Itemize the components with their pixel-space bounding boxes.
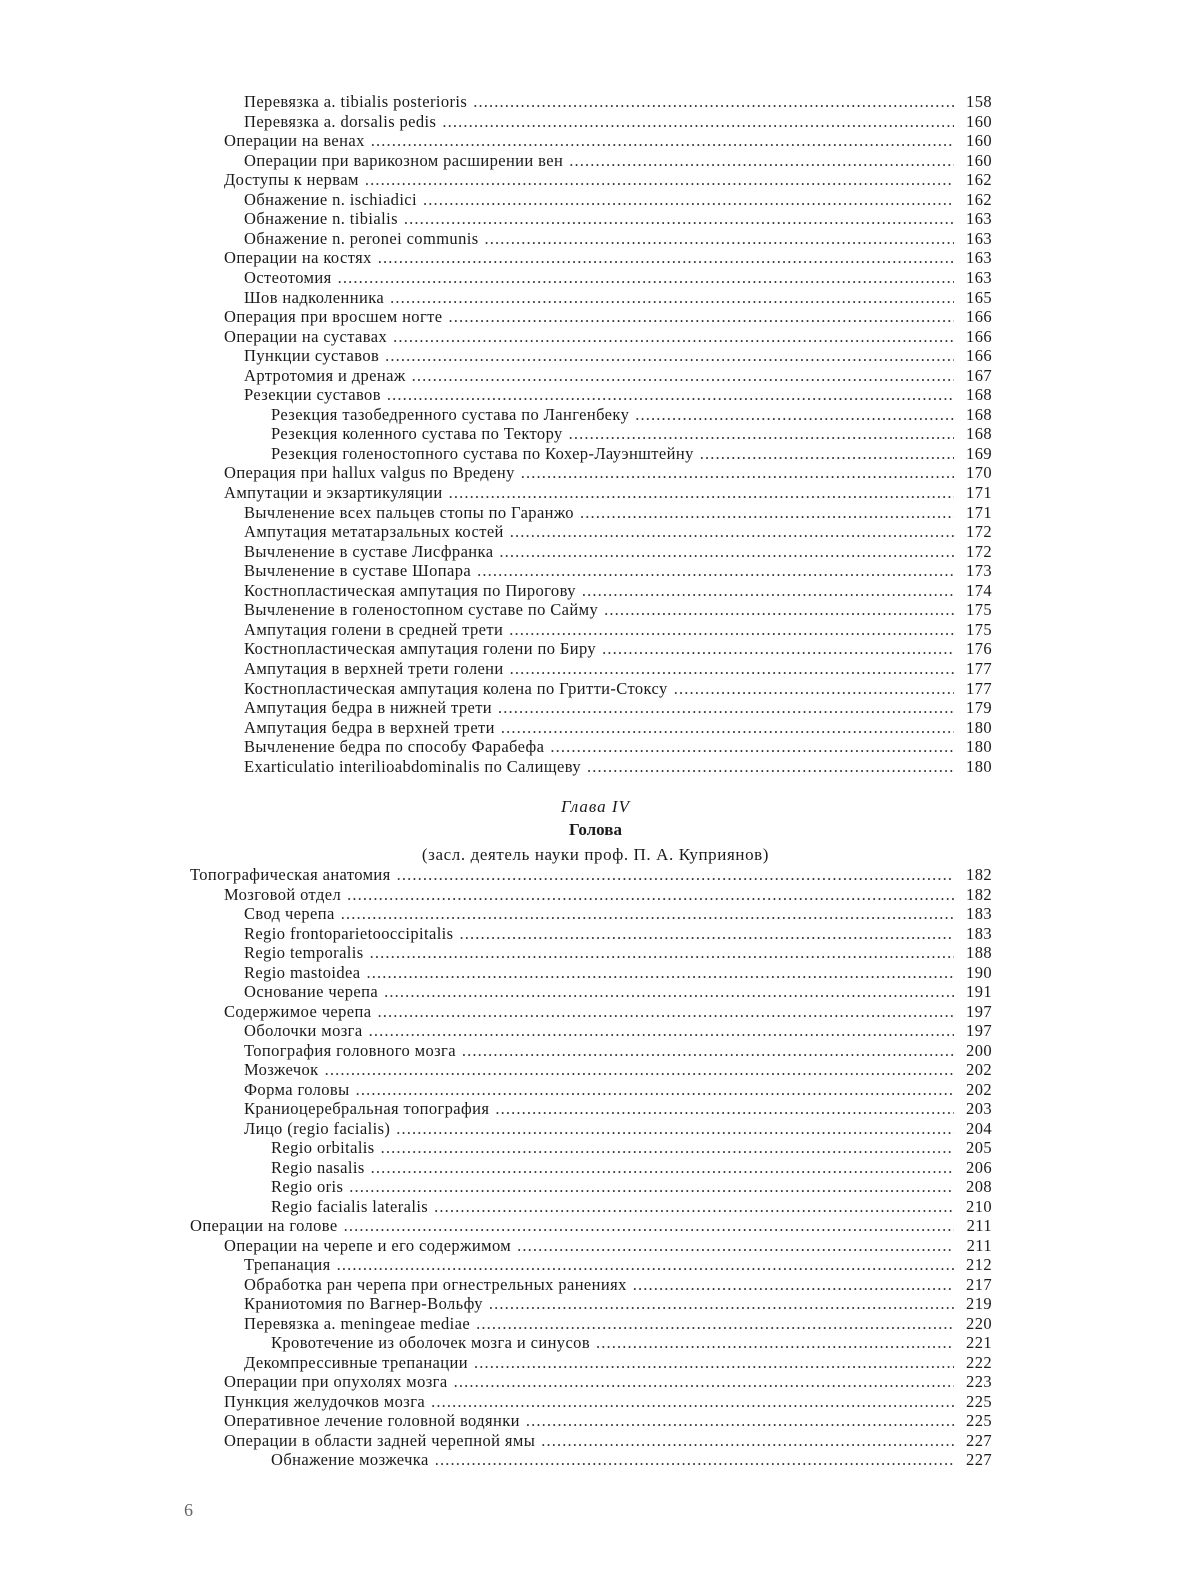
toc-entry	[244, 366, 992, 386]
toc-leader-dots	[510, 659, 954, 679]
toc-entry	[244, 561, 992, 581]
toc-leader-dots	[569, 151, 954, 171]
toc-entry	[244, 268, 992, 288]
toc-leader-dots	[337, 1255, 954, 1275]
toc-entry	[244, 503, 992, 523]
toc-entry-page: 163	[966, 209, 992, 229]
toc-entry	[224, 1372, 992, 1392]
toc-leader-dots	[596, 1333, 954, 1353]
toc-entry	[244, 522, 992, 542]
toc-entry-title: Regio frontoparietooccipitalis	[244, 923, 454, 943]
toc-leader-dots	[381, 1138, 954, 1158]
toc-entry	[244, 620, 992, 640]
toc-leader-dots	[517, 1236, 954, 1256]
toc-leader-dots	[385, 346, 954, 366]
toc-leader-dots	[510, 522, 954, 542]
toc-entry-page: 212	[966, 1255, 992, 1274]
toc-entry-page: 175	[966, 619, 992, 639]
toc-entry-title: Артротомия и дренаж	[244, 365, 406, 385]
toc-entry	[224, 1236, 992, 1256]
toc-entry-title: Краниоцеребральная топография	[244, 1099, 490, 1118]
toc-entry-page: 225	[966, 1411, 992, 1430]
toc-leader-dots	[509, 620, 954, 640]
toc-entry	[271, 1450, 992, 1470]
toc-entry	[244, 757, 992, 777]
toc-entry-title: Операции при опухолях мозга	[224, 1372, 448, 1391]
toc-entry	[271, 405, 992, 425]
toc-entry-page: 165	[966, 287, 992, 307]
toc-entry-title: Regio temporalis	[244, 943, 364, 962]
toc-leader-dots	[474, 1353, 954, 1373]
toc-entry-page: 206	[966, 1157, 992, 1177]
toc-entry	[244, 963, 992, 983]
toc-leader-dots	[396, 1119, 954, 1139]
toc-entry-title: Декомпрессивные трепанации	[244, 1352, 468, 1372]
toc-entry	[224, 307, 992, 327]
toc-entry	[244, 639, 992, 659]
toc-entry-page: 221	[966, 1333, 992, 1352]
toc-entry-title: Основание черепа	[244, 982, 379, 1001]
toc-entry-page: 177	[966, 678, 992, 698]
toc-entry	[244, 229, 992, 249]
toc-entry	[244, 1294, 992, 1314]
toc-entry-page: 180	[966, 717, 992, 737]
page-number: 6	[184, 1500, 193, 1520]
toc-entry-title: Regio orbitalis	[271, 1138, 375, 1157]
toc-entry-page: 160	[966, 111, 992, 131]
toc-entry-page: 179	[966, 698, 992, 718]
toc-leader-dots	[378, 248, 954, 268]
toc-leader-dots	[569, 424, 954, 444]
toc-entry	[244, 1021, 992, 1041]
toc-entry-title: Обнажение n. tibialis	[244, 209, 398, 229]
toc-entry	[244, 924, 992, 944]
toc-leader-dots	[390, 288, 954, 308]
toc-entry-title: Резекция тазобедренного сустава по Лангенбеку	[271, 404, 630, 424]
toc-entry-page: 160	[966, 150, 992, 170]
toc-entry-title: Форма головы	[244, 1079, 350, 1099]
toc-leader-dots	[377, 1002, 954, 1022]
toc-entry-title: Шов надколенника	[244, 287, 385, 307]
toc-leader-dots	[393, 327, 954, 347]
toc-entry	[244, 1255, 992, 1275]
toc-entry-page: 197	[966, 1021, 992, 1040]
toc-entry	[244, 288, 992, 308]
toc-leader-dots	[526, 1411, 954, 1431]
toc-entry-page: 202	[966, 1060, 992, 1079]
toc-leader-dots	[365, 170, 954, 190]
toc-entry	[224, 248, 992, 268]
toc-entry-page: 183	[966, 904, 992, 923]
toc-entry	[224, 463, 992, 483]
toc-entry-page: 173	[966, 561, 992, 581]
toc-entry-page: 197	[966, 1001, 992, 1021]
toc-entry-title: Операции на венах	[224, 131, 365, 151]
toc-entry	[244, 943, 992, 963]
toc-entry-title: Вычленение в суставе Лисфранка	[244, 541, 494, 561]
toc-entry	[224, 170, 992, 190]
toc-leader-dots	[442, 112, 954, 132]
toc-entry-title: Обнажение n. peronei communis	[244, 228, 479, 248]
toc-entry-page: 166	[966, 307, 992, 327]
toc-leader-dots	[448, 307, 954, 327]
toc-entry-page: 162	[966, 189, 992, 209]
toc-entry	[271, 1158, 992, 1178]
toc-entry	[244, 698, 992, 718]
toc-leader-dots	[371, 1158, 954, 1178]
toc-entry	[244, 209, 992, 229]
toc-entry-page: 167	[966, 365, 992, 385]
toc-leader-dots	[369, 1021, 954, 1041]
toc-entry	[224, 1411, 992, 1431]
toc-entry-title: Трепанация	[244, 1255, 331, 1274]
toc-entry-title: Ампутация бедра в верхней трети	[244, 717, 495, 737]
toc-entry-title: Кровотечение из оболочек мозга и синусов	[271, 1333, 591, 1352]
toc-entry	[244, 112, 992, 132]
toc-entry-title: Обнажение n. ischiadici	[244, 189, 418, 209]
toc-entry-page: 171	[966, 502, 992, 522]
toc-entry-page: 172	[966, 522, 992, 542]
toc-entry-title: Мозговой отдел	[224, 884, 342, 904]
toc-leader-dots	[495, 1099, 954, 1119]
toc-entry-title: Ампутация в верхней трети голени	[244, 658, 504, 678]
toc-entry-page: 202	[966, 1079, 992, 1099]
toc-leader-dots	[371, 131, 954, 151]
toc-entry	[244, 1314, 992, 1334]
toc-entry-page: 204	[966, 1118, 992, 1138]
toc-entry-title: Костнопластическая ампутация колена по Гритти-Стоксу	[244, 678, 668, 698]
toc-entry-page: 180	[966, 737, 992, 757]
toc-leader-dots	[397, 865, 954, 885]
toc-entry	[224, 1392, 992, 1412]
toc-entry-title: Regio facialis lateralis	[271, 1196, 429, 1216]
toc-leader-dots	[582, 581, 954, 601]
toc-leader-dots	[431, 1392, 954, 1412]
toc-entry-page: 227	[966, 1430, 992, 1450]
toc-entry	[190, 865, 992, 885]
toc-leader-dots	[459, 924, 954, 944]
toc-entry-title: Вычленение всех пальцев стопы по Гаранжо	[244, 502, 574, 522]
toc-entry	[244, 190, 992, 210]
toc-leader-dots	[325, 1060, 954, 1080]
toc-leader-dots	[344, 1216, 954, 1236]
toc-entry-title: Операции на черепе и его содержимом	[224, 1235, 512, 1255]
toc-entry-title: Содержимое черепа	[224, 1001, 372, 1021]
toc-entry-page: 182	[966, 865, 992, 884]
toc-entry-page: 188	[966, 943, 992, 962]
toc-entry	[244, 1119, 992, 1139]
toc-entry-title: Перевязка a. meningeae mediae	[244, 1313, 471, 1333]
toc-entry-title: Операции на суставах	[224, 326, 388, 346]
toc-leader-dots	[454, 1372, 954, 1392]
toc-entry-page: 168	[966, 424, 992, 444]
toc-leader-dots	[498, 698, 954, 718]
toc-leader-dots	[356, 1080, 954, 1100]
toc-entry-page: 166	[966, 346, 992, 366]
toc-leader-dots	[674, 679, 954, 699]
toc-leader-dots	[404, 209, 954, 229]
toc-entry-page: 211	[966, 1216, 992, 1235]
chapter-author: (засл. деятель науки проф. П. А. Куприянов)	[421, 845, 770, 864]
toc-entry	[244, 737, 992, 757]
toc-entry-page: 169	[966, 443, 992, 463]
toc-entry-title: Regio oris	[271, 1177, 344, 1196]
toc-entry-page: 166	[966, 326, 992, 346]
toc-entry-page: 223	[966, 1372, 992, 1391]
toc-entry	[244, 679, 992, 699]
toc-leader-dots	[587, 757, 954, 777]
toc-entry	[224, 483, 992, 503]
toc-leader-dots	[387, 385, 954, 405]
toc-entry-page: 217	[966, 1274, 992, 1294]
toc-entry	[244, 1060, 992, 1080]
toc-leader-dots	[370, 943, 954, 963]
toc-entry	[244, 600, 992, 620]
chapter-title: Голова	[569, 820, 622, 839]
toc-entry-title: Операции на голове	[190, 1216, 338, 1235]
toc-entry-page: 163	[966, 228, 992, 248]
toc-entry	[224, 327, 992, 347]
toc-entry-page: 183	[966, 923, 992, 943]
toc-leader-dots	[338, 268, 954, 288]
toc-entry-title: Ампутация голени в средней трети	[244, 619, 504, 639]
toc-entry-title: Операция при вросшем ногте	[224, 307, 443, 327]
toc-entry-page: 168	[966, 404, 992, 424]
toc-entry-title: Операция при hallux valgus по Вредену	[224, 463, 515, 483]
toc-entry	[244, 385, 992, 405]
toc-entry-page: 162	[966, 170, 992, 190]
toc-entry-title: Костнопластическая ампутация голени по Биру	[244, 639, 597, 659]
toc-entry-title: Regio nasalis	[271, 1157, 365, 1177]
toc-entry-page: 172	[966, 541, 992, 561]
toc-entry	[271, 1333, 992, 1353]
toc-entry-page: 171	[966, 483, 992, 502]
toc-entry	[244, 581, 992, 601]
toc-entry	[190, 1216, 992, 1236]
toc-entry-title: Резекции суставов	[244, 385, 381, 405]
toc-entry	[244, 1080, 992, 1100]
toc-entry	[244, 542, 992, 562]
toc-entry-page: 182	[966, 884, 992, 904]
toc-entry-title: Костнопластическая ампутация по Пирогову	[244, 580, 576, 600]
toc-leader-dots	[349, 1177, 954, 1197]
toc-entry-page: 210	[966, 1196, 992, 1216]
toc-entry	[244, 151, 992, 171]
toc-leader-dots	[435, 1450, 954, 1470]
toc-entry-title: Ампутация метатарзальных костей	[244, 522, 504, 542]
toc-entry-page: 168	[966, 385, 992, 405]
toc-entry-title: Пункция желудочков мозга	[224, 1391, 426, 1411]
toc-entry-page: 200	[966, 1040, 992, 1060]
toc-entry-title: Ампутация бедра в нижней трети	[244, 698, 493, 718]
toc-leader-dots	[423, 190, 954, 210]
toc-entry-title: Остеотомия	[244, 267, 332, 287]
toc-entry	[244, 982, 992, 1002]
toc-entry	[224, 885, 992, 905]
toc-leader-dots	[412, 366, 954, 386]
toc-leader-dots	[633, 1275, 954, 1295]
toc-entry	[244, 1353, 992, 1373]
toc-leader-dots	[434, 1197, 954, 1217]
toc-entry	[271, 1177, 992, 1197]
toc-entry-title: Топографическая анатомия	[190, 865, 391, 884]
toc-entry-title: Лицо (regio facialis)	[244, 1118, 391, 1138]
toc-entry-title: Оболочки мозга	[244, 1021, 363, 1040]
toc-leader-dots	[501, 718, 954, 738]
toc-leader-dots	[341, 904, 954, 924]
toc-entry-page: 175	[966, 600, 992, 620]
toc-entry-title: Операции при варикозном расширении вен	[244, 150, 564, 170]
toc-leader-dots	[521, 463, 954, 483]
toc-entry	[271, 1197, 992, 1217]
toc-entry-title: Вычленение в голеностопном суставе по Сайму	[244, 600, 599, 620]
toc-entry-page: 163	[966, 248, 992, 268]
toc-entry-page: 176	[966, 639, 992, 659]
toc-entry-page: 158	[966, 92, 992, 111]
toc-leader-dots	[384, 982, 954, 1002]
toc-entry-title: Оперативное лечение головной водянки	[224, 1411, 520, 1430]
toc-entry-page: 203	[966, 1099, 992, 1118]
toc-leader-dots	[449, 483, 954, 503]
toc-entry	[244, 904, 992, 924]
toc-entry-title: Ампутации и экзартикуляции	[224, 483, 443, 502]
toc-entry	[244, 718, 992, 738]
toc-entry	[271, 1138, 992, 1158]
toc-entry-title: Regio mastoidea	[244, 962, 361, 982]
toc-entry-title: Перевязка a. dorsalis pedis	[244, 111, 437, 131]
toc-entry-title: Пункции суставов	[244, 346, 380, 366]
toc-leader-dots	[602, 639, 954, 659]
toc-entry	[244, 1099, 992, 1119]
toc-entry-title: Топография головного мозга	[244, 1040, 456, 1060]
toc-leader-dots	[366, 963, 954, 983]
toc-entry	[244, 92, 992, 112]
toc-leader-dots	[499, 542, 954, 562]
toc-entry-title: Перевязка a. tibialis posterioris	[244, 92, 468, 111]
toc-entry-title: Обработка ран черепа при огнестрельных ранениях	[244, 1274, 627, 1294]
toc-entry-page: 160	[966, 131, 992, 151]
toc-entry-page: 170	[966, 463, 992, 483]
toc-leader-dots	[700, 444, 954, 464]
toc-entry-title: Операции на костях	[224, 248, 372, 268]
toc-entry	[224, 131, 992, 151]
toc-entry-page: 177	[966, 658, 992, 678]
toc-entry-page: 219	[966, 1294, 992, 1313]
toc-entry-page: 191	[966, 982, 992, 1001]
toc-leader-dots	[477, 561, 954, 581]
toc-leader-dots	[489, 1294, 954, 1314]
toc-entry	[271, 444, 992, 464]
toc-entry-title: Резекция голеностопного сустава по Кохер-Лауэнштейну	[271, 443, 694, 463]
toc-entry-page: 190	[966, 962, 992, 982]
toc-entry-page: 208	[966, 1177, 992, 1196]
toc-leader-dots	[462, 1041, 954, 1061]
toc-leader-dots	[485, 229, 954, 249]
toc-entry-page: 174	[966, 580, 992, 600]
toc-entry-page: 211	[966, 1235, 992, 1255]
toc-entry-page: 180	[966, 756, 992, 776]
toc-entry-title: Вычленение бедра по способу Фарабефа	[244, 737, 545, 757]
toc-entry-page: 225	[966, 1391, 992, 1411]
toc-entry-page: 222	[966, 1352, 992, 1372]
toc-leader-dots	[604, 600, 954, 620]
toc-leader-dots	[476, 1314, 954, 1334]
toc-leader-dots	[473, 92, 954, 112]
toc-entry	[244, 1275, 992, 1295]
toc-entry-title: Обнажение мозжечка	[271, 1450, 429, 1469]
toc-entry	[244, 659, 992, 679]
toc-entry-page: 205	[966, 1138, 992, 1157]
toc-entry-title: Резекция коленного сустава по Тектору	[271, 424, 563, 444]
chapter-label: Глава IV	[561, 797, 630, 816]
toc-entry	[271, 424, 992, 444]
toc-entry-page: 227	[966, 1450, 992, 1469]
toc-entry-title: Вычленение в суставе Шопара	[244, 561, 472, 581]
toc-leader-dots	[347, 885, 954, 905]
toc-entry-page: 163	[966, 267, 992, 287]
toc-leader-dots	[541, 1431, 954, 1451]
toc-entry-title: Свод черепа	[244, 904, 335, 923]
toc-entry-page: 220	[966, 1313, 992, 1333]
toc-entry-title: Exarticulatio interilioabdominalis по Салищеву	[244, 756, 582, 776]
toc-entry-title: Краниотомия по Вагнер-Вольфу	[244, 1294, 483, 1313]
toc-leader-dots	[580, 503, 954, 523]
toc-entry	[244, 1041, 992, 1061]
toc-leader-dots	[550, 737, 954, 757]
toc-entry	[224, 1431, 992, 1451]
toc-leader-dots	[635, 405, 954, 425]
toc-entry-title: Доступы к нервам	[224, 170, 359, 190]
toc-entry-title: Операции в области задней черепной ямы	[224, 1430, 536, 1450]
toc-entry	[224, 1002, 992, 1022]
toc-entry-title: Мозжечок	[244, 1060, 319, 1079]
toc-entry	[244, 346, 992, 366]
